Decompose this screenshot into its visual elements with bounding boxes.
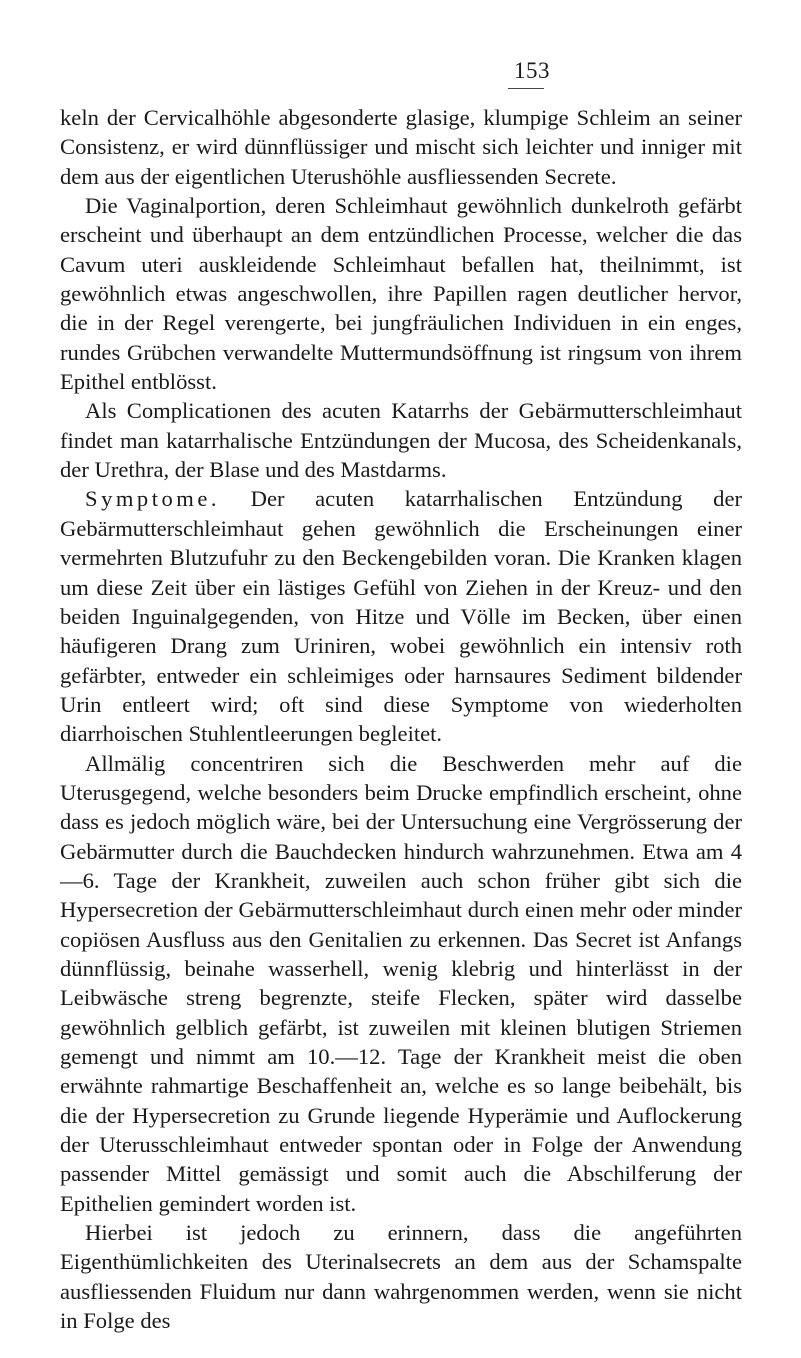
page-number: 153 — [514, 58, 550, 83]
body-text — [60, 103, 742, 1335]
section-lead-symptome: Symptome. — [85, 486, 221, 512]
header-rule — [508, 88, 544, 89]
paragraph-symptome-text: Der acuten katarrhalischen Entzündung der Gebärmutterschleimhaut gehen gewöhnlich die Erscheinungen einer vermehrten Blutzufuhr zu den Beckengebilden voran. Die Kranken klagen um diese Zeit über ein lästiges Gefühl von Ziehen in der Kreuz- und den beiden Inguinalgegenden, von Hitze und Völle im Becken, über einen häufigeren Drang zum Uriniren, wobei gewöhnlich ein intensiv roth gefärbter, entweder ein schleimiges oder harnsaures Sediment bildender Urin entleert wird; oft sind diese Symptome von wiederholten diarrhoischen Stuhlentleerungen begleitet. — [60, 486, 742, 747]
paragraph-allmaelig: Allmälig concentriren sich die Beschwerden mehr auf die Uterusgegend, welche besonders beim Drucke empfindlich erscheint, ohne dass es jedoch möglich wäre, bei der Untersuchung eine Vergrösserung der Gebärmutter durch die Bauchdecken hindurch wahrzunehmen. Etwa am 4—6. Tage der Krankheit, zuweilen auch schon früher gibt sich die Hypersecretion der Gebärmutterschleimhaut durch einen mehr oder minder copiösen Ausfluss aus den Genitalien zu erkennen. Das Secret ist Anfangs dünnflüssig, beinahe wasserhell, wenig klebrig und hinterlässt in der Leibwäsche streng begrenzte, steife Flecken, später wird dasselbe gewöhnlich gelblich gefärbt, ist zuweilen mit kleinen blutigen Striemen gemengt und nimmt am 10.—12. Tage der Krankheit meist die oben erwähnte rahmartige Beschaffenheit an, welche es so lange beibehält, bis die der Hypersecretion zu Grunde liegende Hyperämie und Auflockerung der Uterusschleimhaut entweder spontan oder in Folge der Anwendung passender Mittel gemässigt und somit auch die Abschilferung der Epithelien gemindert worden ist. — [60, 750, 742, 1216]
paragraph-complicationen: Als Complicationen des acuten Katarrhs der Gebärmutterschleimhaut findet man katarrhalische Entzündungen der Mucosa, des Scheidenkanals, der Urethra, der Blase und des Mastdarms. — [60, 398, 742, 483]
paragraph-vaginalportion: Die Vaginalportion, deren Schleimhaut gewöhnlich dunkelroth gefärbt erscheint und überhaupt an dem entzündlichen Processe, welcher die das Cavum uteri auskleidende Schleimhaut befallen hat, theilnimmt, ist gewöhnlich etwas angeschwollen, ihre Papillen ragen deutlicher hervor, die in der Regel verengerte, bei jungfräulichen Individuen in ein enges, rundes Grübchen verwandelte Muttermundsöffnung ist ringsum von ihrem Epithel entblösst. — [60, 193, 742, 395]
paragraph-symptome — [60, 484, 742, 748]
paragraph-hierbei: Hierbei ist jedoch zu erinnern, dass die angeführten Eigenthümlichkeiten des Uterinalsecrets an dem aus der Schamspalte ausfliessenden Fluidum nur dann wahrgenommen werden, wenn sie nicht in Folge des — [60, 1220, 742, 1334]
paragraph-continuation: keln der Cervicalhöhle abgesonderte glasige, klumpige Schleim an seiner Consistenz, er wird dünnflüssiger und mischt sich leichter und inniger mit dem aus der eigentlichen Uterushöhle ausfliessenden Secrete. — [60, 105, 742, 189]
